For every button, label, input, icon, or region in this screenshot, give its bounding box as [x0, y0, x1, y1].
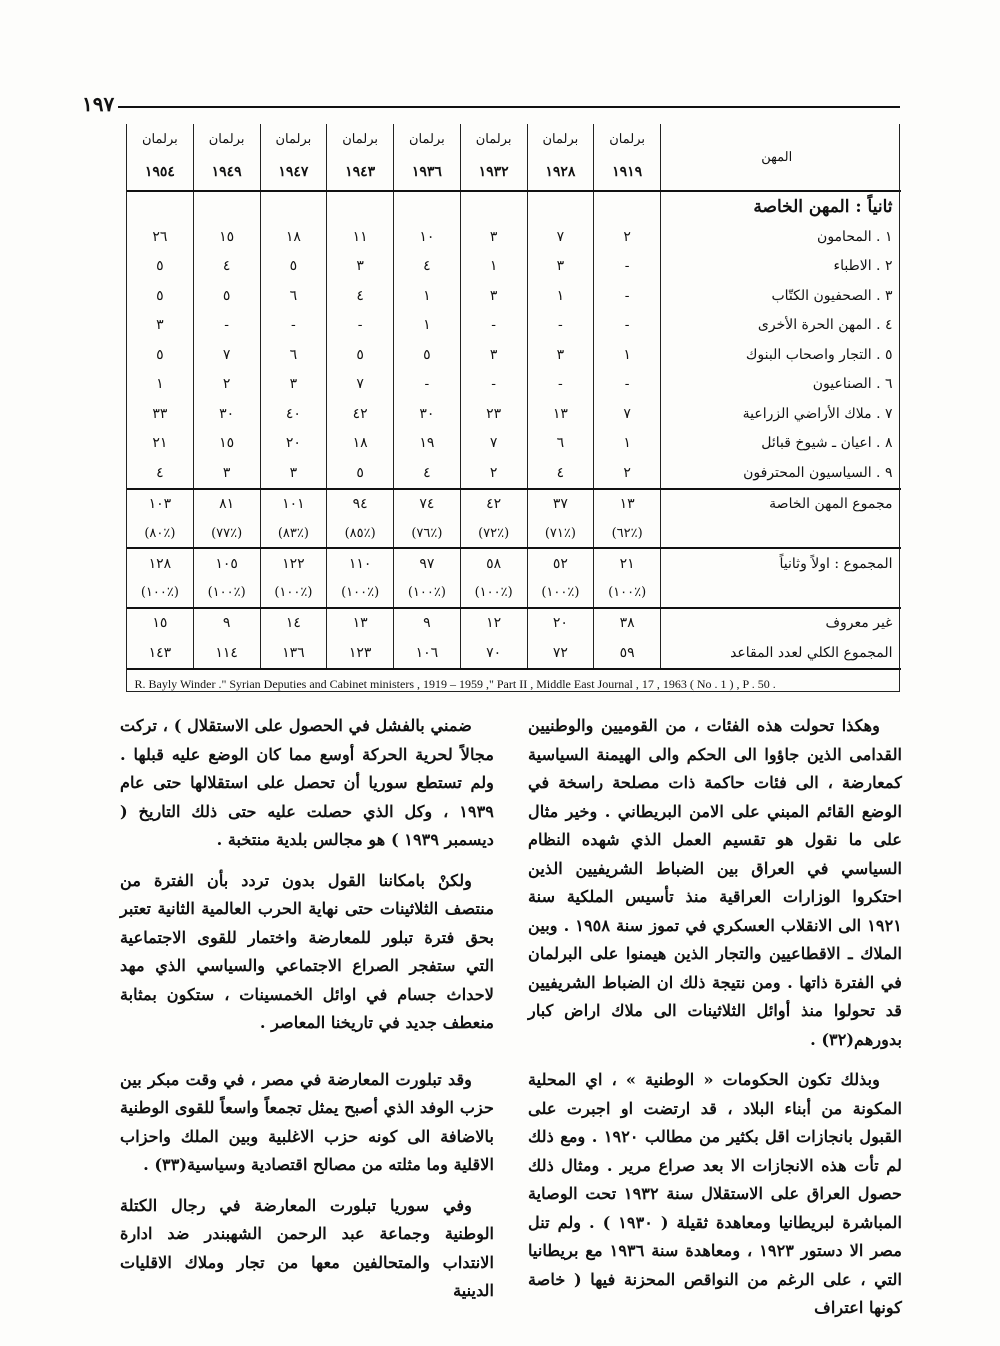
table-cell: ٥: [260, 252, 327, 282]
table-cell: ٥: [127, 281, 194, 311]
table-cell: -: [193, 311, 260, 341]
table-cell: ٥٩: [594, 638, 661, 669]
table-row: [127, 340, 901, 370]
table-row: [127, 458, 901, 489]
subtotal-percent-row: [127, 519, 901, 548]
table-cell: ١٠٥: [193, 548, 260, 579]
percent-cell: (٪١٠٠): [327, 579, 394, 608]
table-cell: ٣: [527, 340, 594, 370]
table-cell: ٩: [193, 608, 260, 639]
table-cell: ١: [594, 340, 661, 370]
table-cell: -: [327, 311, 394, 341]
parliament-year: ١٩١٩: [594, 154, 661, 191]
percent-cell: (٪١٠٠): [193, 579, 260, 608]
table-cell: ٣: [127, 311, 194, 341]
parliament-word: برلمان: [193, 124, 260, 154]
unknown-row: [127, 608, 901, 639]
table-cell: ١٨: [327, 429, 394, 459]
table-cell: ٧: [193, 340, 260, 370]
table-cell: ٢٠: [527, 608, 594, 639]
section-title: ثانياً : المهن الخاصة: [661, 191, 901, 222]
paragraph: وبذلك تكون الحكومات « الوطنية » ، اي المحلية المكونة من أبناء البلاد ، قد ارتضت او اجبرت على القبول بانجازات اقل بكثير من مطالب ١٩٢٠ . ومع ذلك لم تأت هذه الانجازات الا بعد صراع مرير . ومثال ذلك حصول العراق على الاستقلال سنة ١٩٣٢ تحت الوصاية المباشرة لبريطانيا ومعاهدة ثقيلة ( ١٩٣٠ ) . ولم تنل مصر الا دستور ١٩٢٣ ، ومعاهدة سنة ١٩٣٦ مع بريطانيا التي ، على الرغم من النواقص المحزنة فيها ( خاصة كونها اعتراف: [528, 1070, 902, 1317]
table-cell: ٩٧: [394, 548, 461, 579]
header-rule: [118, 106, 900, 108]
table-cell: -: [594, 311, 661, 341]
table-cell: -: [594, 281, 661, 311]
table-cell: ٣٣: [127, 399, 194, 429]
table-cell: ١٩: [394, 429, 461, 459]
table-cell: ٣: [260, 458, 327, 489]
total-label: المجموع : اولاً وثانياً: [661, 548, 901, 579]
row-label: ٧ . ملاك الأراضي الزراعية: [661, 399, 901, 429]
percent-cell: (٪٧٧): [193, 519, 260, 548]
table-cell: ٨١: [193, 489, 260, 520]
table-cell: ٥٢: [527, 548, 594, 579]
percent-cell: (٪٦٢): [594, 519, 661, 548]
percent-cell: (٪١٠٠): [394, 579, 461, 608]
table-cell: ٣٨: [594, 608, 661, 639]
table-cell: ١: [460, 252, 527, 282]
row-label: ٥ . التجار واصحاب البنوك: [661, 340, 901, 370]
grand-total-label: المجموع الكلي لعدد المقاعد: [661, 638, 901, 669]
table-cell: ١: [127, 370, 194, 400]
table-row: [127, 281, 901, 311]
table-cell: -: [260, 311, 327, 341]
parliament-word: برلمان: [527, 124, 594, 154]
table-cell: ٣: [327, 252, 394, 282]
table-cell: -: [394, 370, 461, 400]
table-cell: ٧: [527, 222, 594, 252]
table-cell: ٢: [460, 458, 527, 489]
table-cell: ١: [394, 281, 461, 311]
paragraph: ضمني بالفشل في الحصول على الاستقلال ) ، تركت مجالاً لحرية الحركة أوسع مما كان الوضع عليه قبلها . ولم تستطع سوريا أن تحصل على استقلالها حتى عام ١٩٣٩ ، وكل الذي حصلت عليه حتى ذلك التاريخ ( ديسمبر ١٩٣٩ ) هو مجالس بلدية منتخبة .: [120, 716, 494, 849]
table-cell: ٤٢: [327, 399, 394, 429]
percent-cell: (٪١٠٠): [260, 579, 327, 608]
parliament-word: برلمان: [460, 124, 527, 154]
table-cell: ١١٠: [327, 548, 394, 579]
table-cell: ٢: [594, 222, 661, 252]
parliament-year: ١٩٣٦: [394, 154, 461, 191]
paragraph: وقد تبلورت المعارضة في مصر ، في وقت مبكر بين حزب الوفد الذي أصبح يمثل تجمعاً واسعاً للقوى الوطنية بالاضافة الى كونه حزب الاغلبية وبين الملك واحزاب الاقلية وما مثلته من مصالح اقتصادية وسياسية(٣٣) .: [120, 1069, 494, 1174]
table-cell: ٢١: [127, 429, 194, 459]
table-row: [127, 399, 901, 429]
grand-total-row: [127, 638, 901, 669]
table-cell: ٤: [193, 252, 260, 282]
table-cell: ٢١: [594, 548, 661, 579]
table-cell: -: [527, 311, 594, 341]
paragraph: وفي سوريا تبلورت المعارضة في رجال الكتلة الوطنية وجماعة عبد الرحمن الشهبندر ضد ادارة الانتداب والمتحالفين معها من تجار وملاك الاقليات الدينية: [120, 1195, 494, 1300]
table-cell: ٣: [260, 370, 327, 400]
table-cell: ١٤: [260, 608, 327, 639]
table-cell: ١٣: [327, 608, 394, 639]
table-cell: ٧: [460, 429, 527, 459]
table-cell: ١١: [327, 222, 394, 252]
table-cell: -: [460, 370, 527, 400]
parliament-occupations-table: [126, 124, 901, 700]
table-cell: ١٢٢: [260, 548, 327, 579]
parliament-year: ١٩٤٣: [327, 154, 394, 191]
subtotal-row: [127, 489, 901, 520]
table-cell: ١: [527, 281, 594, 311]
parliament-word: برلمان: [260, 124, 327, 154]
table-row: [127, 370, 901, 400]
table-cell: -: [594, 252, 661, 282]
table-cell: -: [460, 311, 527, 341]
table-cell: ١٠: [394, 222, 461, 252]
table-row: [127, 222, 901, 252]
table-cell: ٥: [327, 458, 394, 489]
percent-cell: (٪١٠٠): [527, 579, 594, 608]
parliament-year: ١٩٤٩: [193, 154, 260, 191]
table-cell: ١٣٦: [260, 638, 327, 669]
paragraph: ولكنْ بامكاننا القول بدون تردد بأن الفترة من منتصف الثلاثينات حتى نهاية الحرب العالمية الثانية تعتبر بحق فترة تبلور للمعارضة واختمار للقوى الاجتماعية التي ستفجر الصراع الاجتماعي والسياسي الذي مهد لاحداث جسام في اوائل الخمسينات ، ستكون بمثابة منعطف جديد في تاريخنا المعاصر .: [120, 870, 494, 1032]
table-cell: ٧: [594, 399, 661, 429]
table-cell: ٣٧: [527, 489, 594, 520]
table-cell: ١٤٣: [127, 638, 194, 669]
table-cell: ١: [394, 311, 461, 341]
table-cell: ١٨: [260, 222, 327, 252]
row-label: ٦ . الصناعيون: [661, 370, 901, 400]
table-cell: ٤: [527, 458, 594, 489]
percent-cell: (٪٧٦): [394, 519, 461, 548]
table-cell: ٧٢: [527, 638, 594, 669]
table-cell: ١٠١: [260, 489, 327, 520]
total-row: [127, 548, 901, 579]
table-cell: ١٥: [127, 608, 194, 639]
table-cell: ٤: [127, 458, 194, 489]
table-cell: ٧٤: [394, 489, 461, 520]
table-cell: ١٣: [527, 399, 594, 429]
table-cell: ٣: [527, 252, 594, 282]
parliament-word: برلمان: [394, 124, 461, 154]
table-cell: ٥: [394, 340, 461, 370]
table-cell: ٧: [327, 370, 394, 400]
table-cell: ١٣: [594, 489, 661, 520]
parliament-year: ١٩٤٧: [260, 154, 327, 191]
parliament-word: برلمان: [594, 124, 661, 154]
row-label: ٣ . الصحفيون الكتّاب: [661, 281, 901, 311]
table-cell: ٦: [260, 281, 327, 311]
percent-cell: (٪١٠٠): [594, 579, 661, 608]
percent-cell: (٪٧٢): [460, 519, 527, 548]
table-cell: -: [594, 370, 661, 400]
table-cell: ٤٠: [260, 399, 327, 429]
table-source-citation: R. Bayly Winder ." Syrian Deputies and Cabinet ministers , 1919 – 1959 ," Part II , Middle East Journal , 17 , 1963 ( No . 1 ) , P . 50 .: [127, 669, 901, 700]
parliament-year: ١٩٣٢: [460, 154, 527, 191]
page-number: ١٩٧: [82, 92, 115, 116]
table-cell: ٥: [127, 252, 194, 282]
table-cell: ٦: [527, 429, 594, 459]
row-label: ٨ . اعيان ـ شيوخ قبائل: [661, 429, 901, 459]
table-cell: ٤٢: [460, 489, 527, 520]
table-cell: ٣: [460, 340, 527, 370]
table-cell: ٤: [394, 252, 461, 282]
table-cell: ١٠٣: [127, 489, 194, 520]
paragraph: وهكذا تحولت هذه الفئات ، من القوميين والوطنيين القدامى الذين جاؤوا الى الحكم والى الهيمنة السياسية كمعارضة ، الى فئات حاكمة ذات مصلحة راسخة في الوضع القائم المبني على الامن البريطاني . وخير مثال على ما نقول هو تقسيم العمل الذي شهده النظام السياسي في العراق بين الضباط الشريفيين الذين احتكروا الوزارات العراقية منذ تأسيس الملكية سنة ١٩٢١ الى الانقلاب العسكري في تموز سنة ١٩٥٨ . وبين الملاك ـ الاقطاعيين والتجار الذين هيمنوا على البرلمان في الفترة ذاتها . ومن نتيجة ذلك ان الضباط الشريفيين قد تحولوا منذ أوائل الثلاثينات الى ملاك اراض كبار بدورهم(٣٢) .: [528, 716, 902, 1049]
table-cell: ٦: [260, 340, 327, 370]
table-cell: ٩: [394, 608, 461, 639]
table-cell: ٢٣: [460, 399, 527, 429]
table-cell: ٤: [327, 281, 394, 311]
text-column-right: [528, 712, 902, 1335]
table-cell: ٥: [193, 281, 260, 311]
table-cell: ١٢٣: [327, 638, 394, 669]
table-cell: ٩٤: [327, 489, 394, 520]
table-cell: ٣: [460, 222, 527, 252]
table-cell: ٢: [594, 458, 661, 489]
row-label: ٤ . المهن الحرة الأخرى: [661, 311, 901, 341]
table-cell: ٣٠: [193, 399, 260, 429]
percent-cell: (٪٨٥): [327, 519, 394, 548]
parliament-word: برلمان: [327, 124, 394, 154]
total-percent-row: [127, 579, 901, 608]
table-cell: ١: [594, 429, 661, 459]
table-cell: ٥٨: [460, 548, 527, 579]
percent-cell: (٪١٠٠): [127, 579, 194, 608]
table-cell: ١٢: [460, 608, 527, 639]
table-cell: ١٠٦: [394, 638, 461, 669]
table-cell: ٢٦: [127, 222, 194, 252]
table-cell: ١٥: [193, 222, 260, 252]
table-cell: ٧٠: [460, 638, 527, 669]
parliament-word: برلمان: [127, 124, 194, 154]
table-cell: ٥: [127, 340, 194, 370]
unknown-label: غير معروف: [661, 608, 901, 639]
table-cell: ٣٠: [394, 399, 461, 429]
table-cell: ٥: [327, 340, 394, 370]
row-label: ١ . المحامون: [661, 222, 901, 252]
row-label: ٢ . الاطباء: [661, 252, 901, 282]
table-cell: ١٢٨: [127, 548, 194, 579]
row-label: ٩ . السياسيون المحترفون: [661, 458, 901, 489]
parliament-year: ١٩٢٨: [527, 154, 594, 191]
table-cell: ٤: [394, 458, 461, 489]
subtotal-label: مجموع المهن الخاصة: [661, 489, 901, 520]
table-row: [127, 252, 901, 282]
percent-cell: (٪٨٣): [260, 519, 327, 548]
table-cell: ١٥: [193, 429, 260, 459]
table-row: [127, 429, 901, 459]
percent-cell: (٪٨٠): [127, 519, 194, 548]
table-cell: -: [527, 370, 594, 400]
percent-cell: (٪٧١): [527, 519, 594, 548]
table-cell: ٢٠: [260, 429, 327, 459]
text-column-left: [120, 712, 494, 1318]
table-cell: ٣: [460, 281, 527, 311]
occupations-header: المهن: [661, 124, 901, 191]
percent-cell: (٪١٠٠): [460, 579, 527, 608]
table-cell: ١١٤: [193, 638, 260, 669]
parliament-year: ١٩٥٤: [127, 154, 194, 191]
table-row: [127, 311, 901, 341]
table-cell: ٢: [193, 370, 260, 400]
table-cell: ٣: [193, 458, 260, 489]
